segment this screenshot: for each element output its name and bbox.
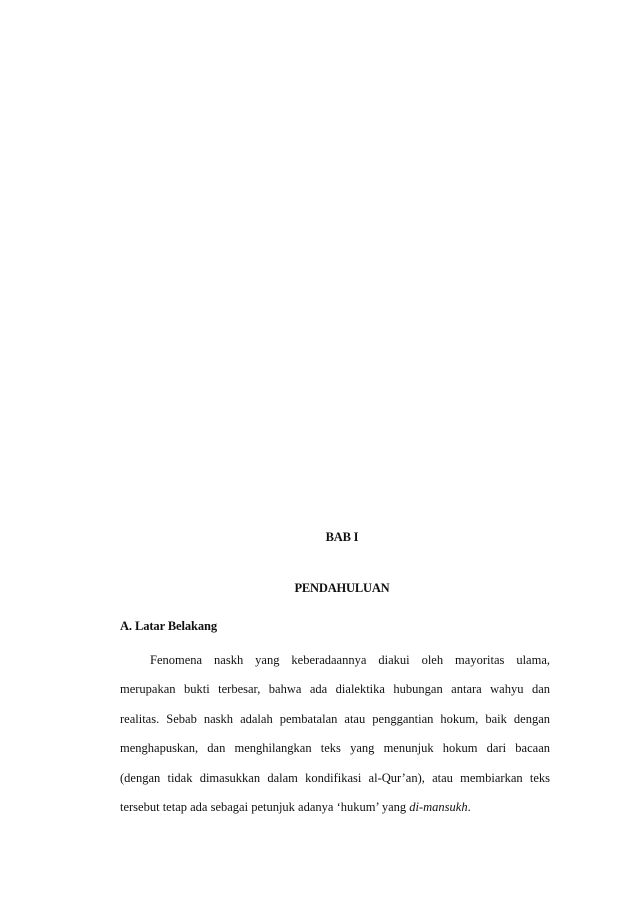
italic-term: di-mansukh (409, 799, 468, 814)
chapter-title: PENDAHULUAN (294, 581, 390, 595)
last-line-period: . (467, 799, 471, 814)
paragraph-last-line (120, 793, 550, 822)
paragraph-line: merupakan bukti terbesar, bahwa ada dialektika hubungan antara wahyu dan (120, 682, 550, 697)
paragraph-line: (dengan tidak dimasukkan dalam kondifikasi al-Qur’an), atau membiarkan teks (120, 770, 550, 785)
section-heading: A. Latar Belakang (120, 619, 218, 633)
paragraph-line: Fenomena naskh yang keberadaannya diakui oleh mayoritas ulama, (150, 653, 550, 667)
body-paragraph (120, 646, 550, 822)
paragraph-line: menghapuskan, dan menghilangkan teks yang menunjuk hokum dari bacaan (120, 741, 550, 756)
chapter-number: BAB I (325, 530, 359, 544)
last-line-text: tersebut tetap ada sebagai petunjuk adanya ‘hukum’ yang (120, 799, 410, 814)
paragraph-line: realitas. Sebab naskh adalah pembatalan atau penggantian hokum, baik dengan (120, 711, 550, 726)
